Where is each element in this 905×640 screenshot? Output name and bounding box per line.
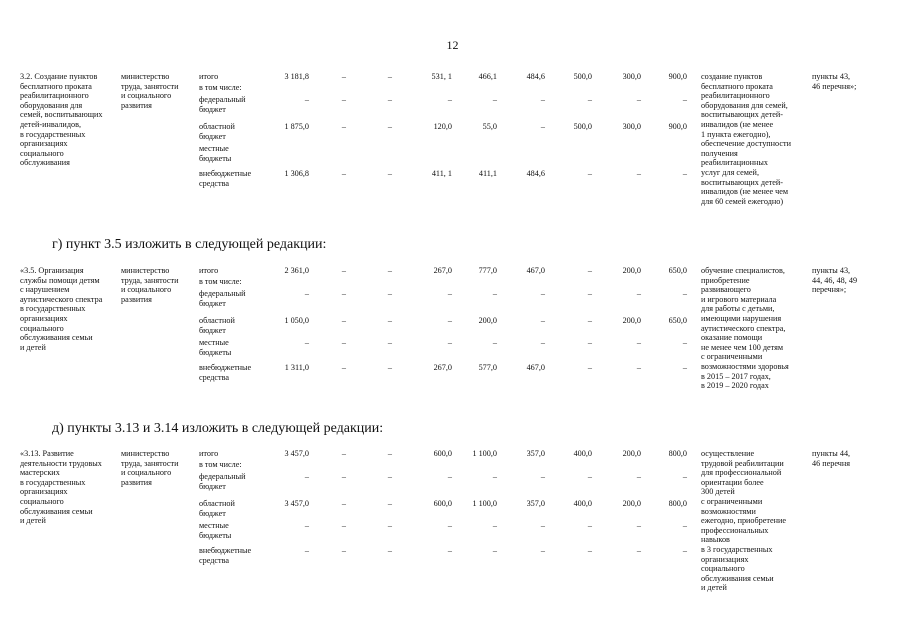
financing-value: – — [492, 338, 497, 347]
financing-source: местные бюджеты — [199, 144, 232, 163]
financing-value: – — [341, 316, 346, 325]
financing-source: областной бюджет — [199, 122, 235, 141]
financing-source: федеральный бюджет — [199, 95, 246, 114]
financing-value: 1 306,8 — [284, 169, 309, 178]
financing-source: в том числе: — [199, 460, 242, 469]
financing-value: – — [341, 122, 346, 131]
financing-value: 267,0 — [433, 266, 452, 275]
financing-value: – — [540, 316, 545, 325]
indicator-refs: пункты 43, 46 перечня»; — [812, 72, 857, 91]
financing-value: – — [387, 499, 392, 508]
financing-value: 500,0 — [573, 72, 592, 81]
executor: министерство труда, занятости и социального развития — [121, 449, 179, 487]
indicator-refs: пункты 44, 46 перечня — [812, 449, 851, 468]
financing-value: – — [492, 546, 497, 555]
financing-value: 200,0 — [622, 499, 641, 508]
financing-value: 200,0 — [622, 449, 641, 458]
financing-value: – — [304, 289, 309, 298]
financing-value: – — [387, 521, 392, 530]
page-number: 12 — [446, 38, 459, 52]
financing-value: – — [636, 521, 641, 530]
financing-value: – — [447, 316, 452, 325]
financing-value: – — [304, 521, 309, 530]
financing-value: – — [540, 338, 545, 347]
financing-value: – — [387, 546, 392, 555]
financing-value: 800,0 — [668, 449, 687, 458]
financing-value: – — [540, 289, 545, 298]
financing-source: местные бюджеты — [199, 521, 232, 540]
financing-value: – — [587, 472, 592, 481]
financing-value: 55,0 — [482, 122, 497, 131]
financing-value: 900,0 — [668, 122, 687, 131]
financing-value: 466,1 — [478, 72, 497, 81]
financing-value: – — [540, 122, 545, 131]
financing-value: – — [341, 95, 346, 104]
financing-value: – — [636, 338, 641, 347]
financing-source: федеральный бюджет — [199, 289, 246, 308]
financing-value: – — [682, 289, 687, 298]
financing-value: 411,1 — [478, 169, 497, 178]
financing-source: в том числе: — [199, 277, 242, 286]
financing-value: – — [540, 521, 545, 530]
financing-value: – — [341, 72, 346, 81]
financing-value: – — [447, 546, 452, 555]
indicator-refs: пункты 43, 44, 46, 48, 49 перечня»; — [812, 266, 858, 295]
financing-source: итого — [199, 266, 219, 275]
section-heading: д) пункты 3.13 и 3.14 изложить в следующей редакции: — [52, 421, 384, 436]
financing-value: – — [387, 363, 392, 372]
financing-value: – — [682, 521, 687, 530]
financing-value: – — [587, 266, 592, 275]
financing-value: – — [682, 95, 687, 104]
financing-value: – — [682, 169, 687, 178]
financing-value: – — [682, 363, 687, 372]
financing-value: – — [387, 449, 392, 458]
financing-value: 484,6 — [526, 169, 545, 178]
financing-value: 200,0 — [478, 316, 497, 325]
financing-value: 2 361,0 — [284, 266, 309, 275]
financing-value: 200,0 — [622, 316, 641, 325]
financing-value: – — [587, 521, 592, 530]
financing-value: – — [304, 338, 309, 347]
financing-value: – — [387, 169, 392, 178]
financing-value: – — [682, 338, 687, 347]
financing-source: внебюджетные средства — [199, 546, 252, 565]
financing-value: – — [447, 95, 452, 104]
financing-value: – — [587, 363, 592, 372]
financing-value: 600,0 — [433, 499, 452, 508]
measure-name: «3.5. Организация службы помощи детям с нарушением аутистического спектра в государственных организациях социального обслуживания семьи и детей — [20, 266, 103, 352]
financing-value: 577,0 — [478, 363, 497, 372]
financing-value: – — [587, 289, 592, 298]
financing-value: 1 100,0 — [472, 449, 497, 458]
financing-value: 900,0 — [668, 72, 687, 81]
financing-value: 411, 1 — [431, 169, 452, 178]
financing-value: – — [387, 72, 392, 81]
financing-value: – — [387, 95, 392, 104]
financing-value: 1 875,0 — [284, 122, 309, 131]
expected-result: обучение специалистов, приобретение развивающего и игрового материала для работы с детьми, имеющими нарушения аутистического спектра, оказание помощи не менее чем 100 детям с ограниченными возможностями здоровья в 2015 – 2017 годах, в 2019 – 2020 годах — [701, 266, 789, 391]
financing-value: – — [387, 266, 392, 275]
financing-value: – — [304, 546, 309, 555]
financing-value: – — [341, 266, 346, 275]
financing-value: – — [341, 169, 346, 178]
measure-name: «3.13. Развитие деятельности трудовых мастерских в государственных организациях социального обслуживания семьи и детей — [20, 449, 102, 526]
financing-value: – — [387, 338, 392, 347]
financing-value: – — [540, 95, 545, 104]
financing-value: – — [682, 546, 687, 555]
financing-value: 531, 1 — [431, 72, 452, 81]
financing-source: областной бюджет — [199, 316, 235, 335]
financing-value: 357,0 — [526, 449, 545, 458]
financing-value: 600,0 — [433, 449, 452, 458]
financing-value: 120,0 — [433, 122, 452, 131]
financing-source: федеральный бюджет — [199, 472, 246, 491]
financing-value: – — [341, 289, 346, 298]
financing-value: – — [587, 316, 592, 325]
financing-value: – — [492, 521, 497, 530]
financing-value: – — [636, 363, 641, 372]
financing-value: 400,0 — [573, 499, 592, 508]
financing-value: 3 457,0 — [284, 449, 309, 458]
financing-value: – — [387, 316, 392, 325]
financing-value: – — [304, 95, 309, 104]
financing-value: – — [587, 169, 592, 178]
financing-value: – — [682, 472, 687, 481]
expected-result: создание пунктов бесплатного проката реабилитационного оборудования для семей, воспитывающих детей- инвалидов (не менее 1 пункта ежегодно), обеспечение доступности получения реабилитационных услуг для семей, воспитывающих детей- инвалидов (не менее чем для 60 семей ежегодно) — [701, 72, 791, 206]
financing-value: 777,0 — [478, 266, 497, 275]
measure-name: 3.2. Создание пунктов бесплатного проката реабилитационного оборудования для семей, воспитывающих детей-инвалидов, в государственных организациях социального обслуживания — [20, 72, 103, 168]
financing-value: – — [447, 338, 452, 347]
financing-value: 650,0 — [668, 266, 687, 275]
executor: министерство труда, занятости и социального развития — [121, 72, 179, 110]
financing-source: итого — [199, 72, 219, 81]
financing-value: – — [387, 472, 392, 481]
financing-value: 200,0 — [622, 266, 641, 275]
financing-source: в том числе: — [199, 83, 242, 92]
financing-value: – — [341, 472, 346, 481]
financing-value: – — [587, 338, 592, 347]
financing-value: – — [492, 289, 497, 298]
financing-value: 357,0 — [526, 499, 545, 508]
financing-value: 1 311,0 — [284, 363, 309, 372]
financing-value: – — [304, 472, 309, 481]
executor: министерство труда, занятости и социального развития — [121, 266, 179, 304]
financing-source: внебюджетные средства — [199, 363, 252, 382]
financing-value: 650,0 — [668, 316, 687, 325]
financing-value: – — [447, 472, 452, 481]
financing-value: – — [636, 169, 641, 178]
financing-value: – — [341, 546, 346, 555]
financing-source: итого — [199, 449, 219, 458]
financing-value: – — [636, 289, 641, 298]
financing-source: областной бюджет — [199, 499, 235, 518]
financing-value: – — [447, 289, 452, 298]
financing-value: 1 100,0 — [472, 499, 497, 508]
financing-value: – — [387, 122, 392, 131]
financing-value: – — [587, 95, 592, 104]
financing-value: – — [636, 546, 641, 555]
financing-value: – — [341, 449, 346, 458]
financing-value: – — [387, 289, 392, 298]
financing-value: 467,0 — [526, 266, 545, 275]
financing-value: 3 181,8 — [284, 72, 309, 81]
financing-value: – — [341, 499, 346, 508]
financing-value: 800,0 — [668, 499, 687, 508]
financing-value: 1 050,0 — [284, 316, 309, 325]
financing-value: – — [540, 472, 545, 481]
financing-value: 300,0 — [622, 122, 641, 131]
financing-value: – — [492, 472, 497, 481]
financing-value: 3 457,0 — [284, 499, 309, 508]
financing-value: 467,0 — [526, 363, 545, 372]
section-heading: г) пункт 3.5 изложить в следующей редакции: — [52, 237, 327, 252]
financing-value: – — [636, 472, 641, 481]
financing-value: – — [447, 521, 452, 530]
expected-result: осуществление трудовой реабилитации для профессиональной ориентации более 300 детей с ограниченными возможностями ежегодно, приобретение профессиональных навыков в 3 государственных организациях социального обслуживания семьи и детей — [701, 449, 787, 593]
financing-source: внебюджетные средства — [199, 169, 252, 188]
financing-value: – — [341, 338, 346, 347]
financing-value: 500,0 — [573, 122, 592, 131]
financing-value: – — [636, 95, 641, 104]
financing-value: – — [341, 521, 346, 530]
financing-source: местные бюджеты — [199, 338, 232, 357]
financing-value: – — [540, 546, 545, 555]
financing-value: – — [587, 546, 592, 555]
financing-value: – — [492, 95, 497, 104]
financing-value: 267,0 — [433, 363, 452, 372]
financing-value: 400,0 — [573, 449, 592, 458]
financing-value: – — [341, 363, 346, 372]
financing-value: 300,0 — [622, 72, 641, 81]
financing-value: 484,6 — [526, 72, 545, 81]
